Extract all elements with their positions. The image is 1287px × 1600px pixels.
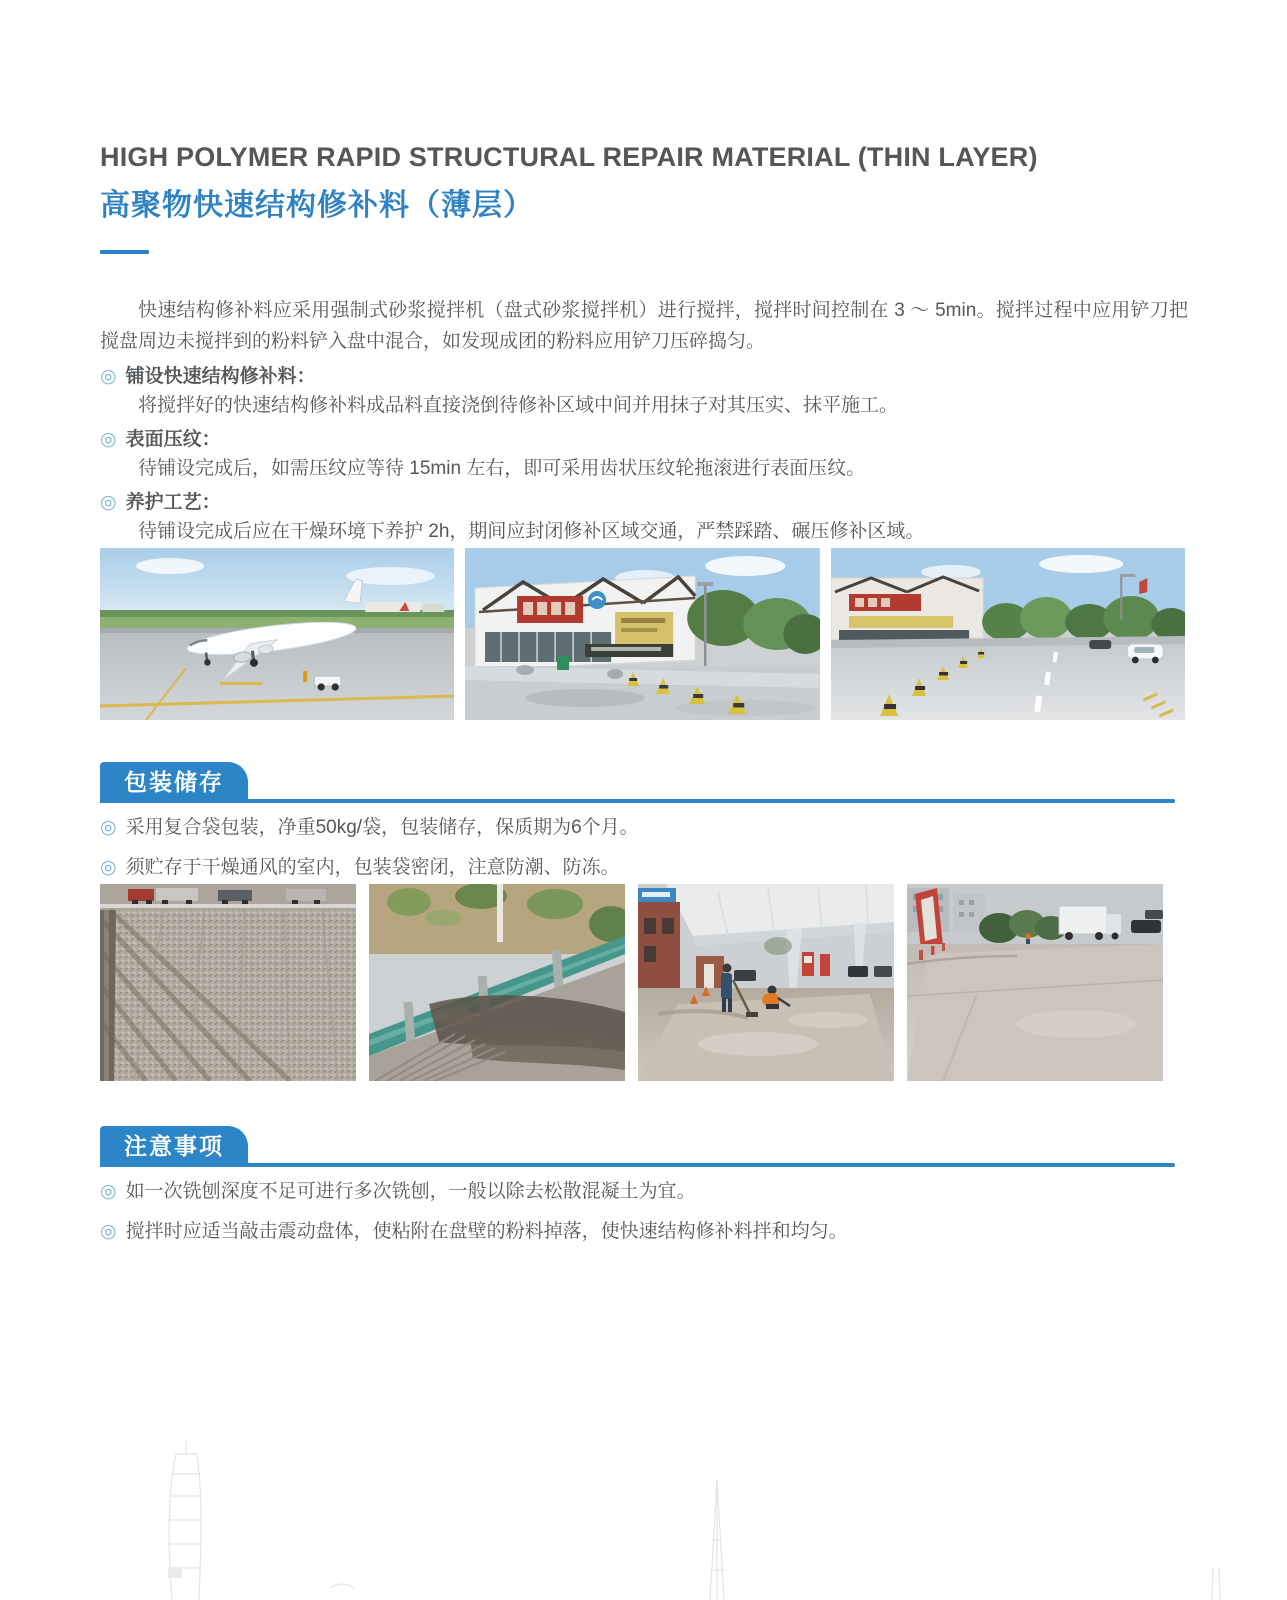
process-item-paving bbox=[100, 362, 1188, 420]
circle-bullet-icon: ◎ bbox=[100, 817, 117, 838]
skyline-watermark bbox=[0, 1440, 1287, 1600]
bullet-text: 须贮存于干燥通风的室内，包装袋密闭，注意防潮、防冻。 bbox=[125, 857, 620, 878]
mixing-instructions bbox=[100, 295, 1188, 546]
packaging-storage-bullets bbox=[100, 813, 1188, 893]
process-item-texturing bbox=[100, 425, 1188, 483]
page-title-english: HIGH POLYMER RAPID STRUCTURAL REPAIR MATERIAL (THIN LAYER) bbox=[100, 142, 1038, 172]
circle-bullet-icon: ◎ bbox=[100, 492, 117, 513]
section-tab: 注意事项 bbox=[100, 1126, 248, 1163]
process-heading: 表面压纹： bbox=[125, 429, 221, 450]
bullet-text: 搅拌时应适当敲击震动盘体，使粘附在盘壁的粉料掉落，使快速结构修补料拌和均匀。 bbox=[125, 1221, 848, 1242]
circle-bullet-icon: ◎ bbox=[100, 1181, 117, 1202]
photo-row-applications bbox=[100, 548, 1185, 720]
list-item bbox=[100, 813, 1188, 842]
process-body: 将搅拌好的快速结构修补料成品料直接浇倒待修补区域中间并用抹子对其压实、抹平施工。 bbox=[138, 395, 899, 416]
section-header-packaging-storage bbox=[100, 762, 1175, 803]
section-tab: 包装储存 bbox=[100, 762, 248, 799]
photo-roadside-guardrail-milling bbox=[369, 884, 625, 1081]
photo-airplane-on-apron bbox=[100, 548, 454, 720]
circle-bullet-icon: ◎ bbox=[100, 366, 117, 387]
title-block bbox=[100, 140, 1038, 254]
list-item bbox=[100, 1217, 1188, 1246]
circle-bullet-icon: ◎ bbox=[100, 429, 117, 450]
process-heading: 铺设快速结构修补料： bbox=[125, 366, 316, 387]
intro-paragraph: 快速结构修补料应采用强制式砂浆搅拌机（盘式砂浆搅拌机）进行搅拌，搅拌时间控制在 3 ～ 5min。搅拌过程中应用铲刀把搅盘周边未搅拌到的粉料铲入盘中混合，如发现成团的粉料应用铲刀压碎捣匀。 bbox=[100, 300, 1188, 352]
section-rule bbox=[100, 1163, 1175, 1167]
section-header-precautions bbox=[100, 1126, 1175, 1167]
photo-service-area-road bbox=[831, 548, 1185, 720]
photo-milled-pavement-closeup bbox=[100, 884, 356, 1081]
process-heading: 养护工艺： bbox=[125, 492, 221, 513]
bullet-text: 采用复合袋包装，净重50kg/袋，包装储存，保质期为6个月。 bbox=[125, 817, 639, 838]
photo-fresh-concrete-pavement bbox=[907, 884, 1163, 1081]
photo-row-construction bbox=[100, 884, 1163, 1081]
process-body: 待铺设完成后应在干燥环境下养护 2h，期间应封闭修补区域交通，严禁踩踏、碾压修补区域。 bbox=[138, 521, 925, 542]
section-rule bbox=[100, 799, 1175, 803]
photo-service-area-building bbox=[465, 548, 819, 720]
photo-gas-station-repair-work bbox=[638, 884, 894, 1081]
bullet-text: 如一次铣刨深度不足可进行多次铣刨，一般以除去松散混凝土为宜。 bbox=[125, 1181, 696, 1202]
list-item bbox=[100, 1177, 1188, 1206]
list-item bbox=[100, 853, 1188, 882]
process-item-curing bbox=[100, 488, 1188, 546]
circle-bullet-icon: ◎ bbox=[100, 857, 117, 878]
page-title-chinese: 高聚物快速结构修补料（薄层） bbox=[100, 189, 534, 222]
circle-bullet-icon: ◎ bbox=[100, 1221, 117, 1242]
process-body: 待铺设完成后，如需压纹应等待 15min 左右，即可采用齿状压纹轮拖滚进行表面压纹。 bbox=[138, 458, 866, 479]
title-underline bbox=[100, 250, 149, 254]
precautions-bullets bbox=[100, 1177, 1188, 1257]
